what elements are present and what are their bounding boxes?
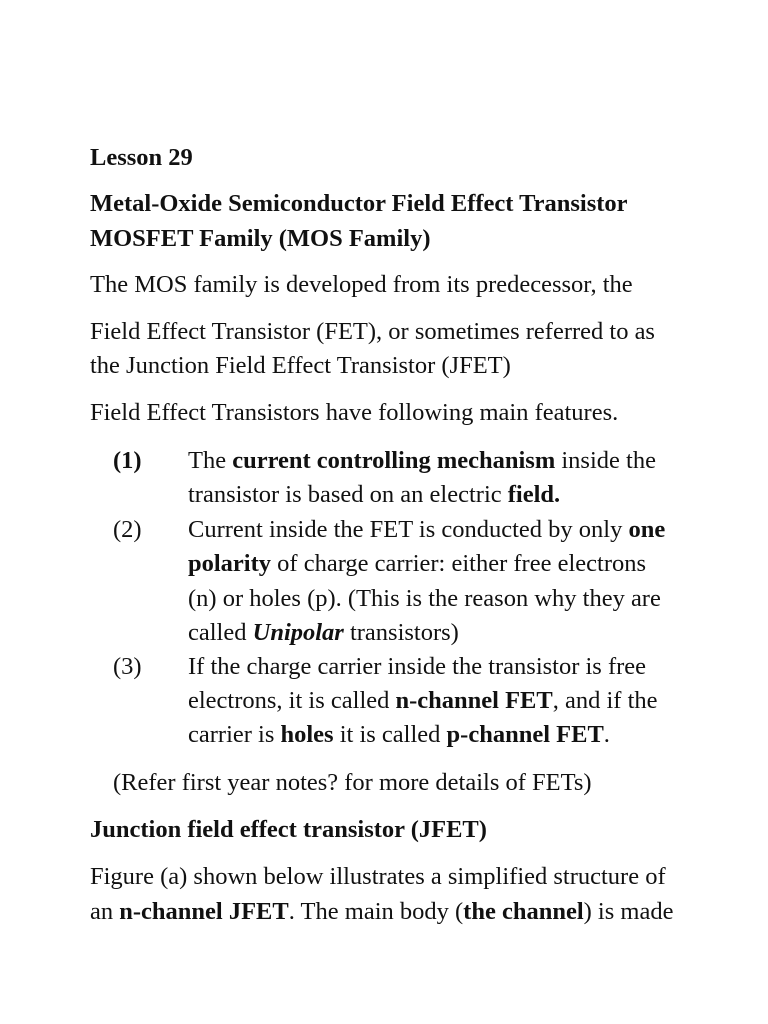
paragraph-2-line-1: Field Effect Transistor (FET), or sometimes referred to as [90, 318, 655, 345]
title-line-2: MOSFET Family (MOS Family) [90, 225, 431, 252]
paragraph-1: The MOS family is developed from its predecessor, the [90, 271, 633, 298]
refer-note: (Refer first year notes? for more details of FETs) [113, 769, 592, 796]
list-item-marker: (3) [113, 653, 142, 680]
figure-paragraph-line-2: an n-channel JFET. The main body (the channel) is made [90, 898, 674, 925]
title-line-1: Metal-Oxide Semiconductor Field Effect Transistor [90, 190, 628, 217]
list-item-2-line-4: called Unipolar transistors) [188, 619, 459, 646]
jfet-heading: Junction field effect transistor (JFET) [90, 816, 487, 843]
figure-paragraph-line-1: Figure (a) shown below illustrates a simplified structure of [90, 863, 666, 890]
list-item-3-line-3: carrier is holes it is called p-channel FET. [188, 721, 610, 748]
lesson-label: Lesson 29 [90, 144, 193, 171]
list-item-marker: (2) [113, 516, 142, 543]
list-item-1-line-2: transistor is based on an electric field. [188, 481, 561, 508]
list-item-3-line-2: electrons, it is called n-channel FET, and if the [188, 687, 658, 714]
list-item-1-line-1: The current controlling mechanism inside the [188, 447, 656, 474]
list-item-2-line-1: Current inside the FET is conducted by only one [188, 516, 666, 543]
list-item-2-line-2: polarity of charge carrier: either free electrons [188, 550, 647, 577]
list-item-marker: (1) [113, 447, 142, 474]
paragraph-2-line-2: the Junction Field Effect Transistor (JFET) [90, 352, 511, 379]
list-item-3-line-1: If the charge carrier inside the transistor is free [188, 653, 647, 680]
features-intro: Field Effect Transistors have following main features. [90, 399, 619, 426]
list-item-2-line-3: (n) or holes (p). (This is the reason why they are [188, 585, 661, 612]
